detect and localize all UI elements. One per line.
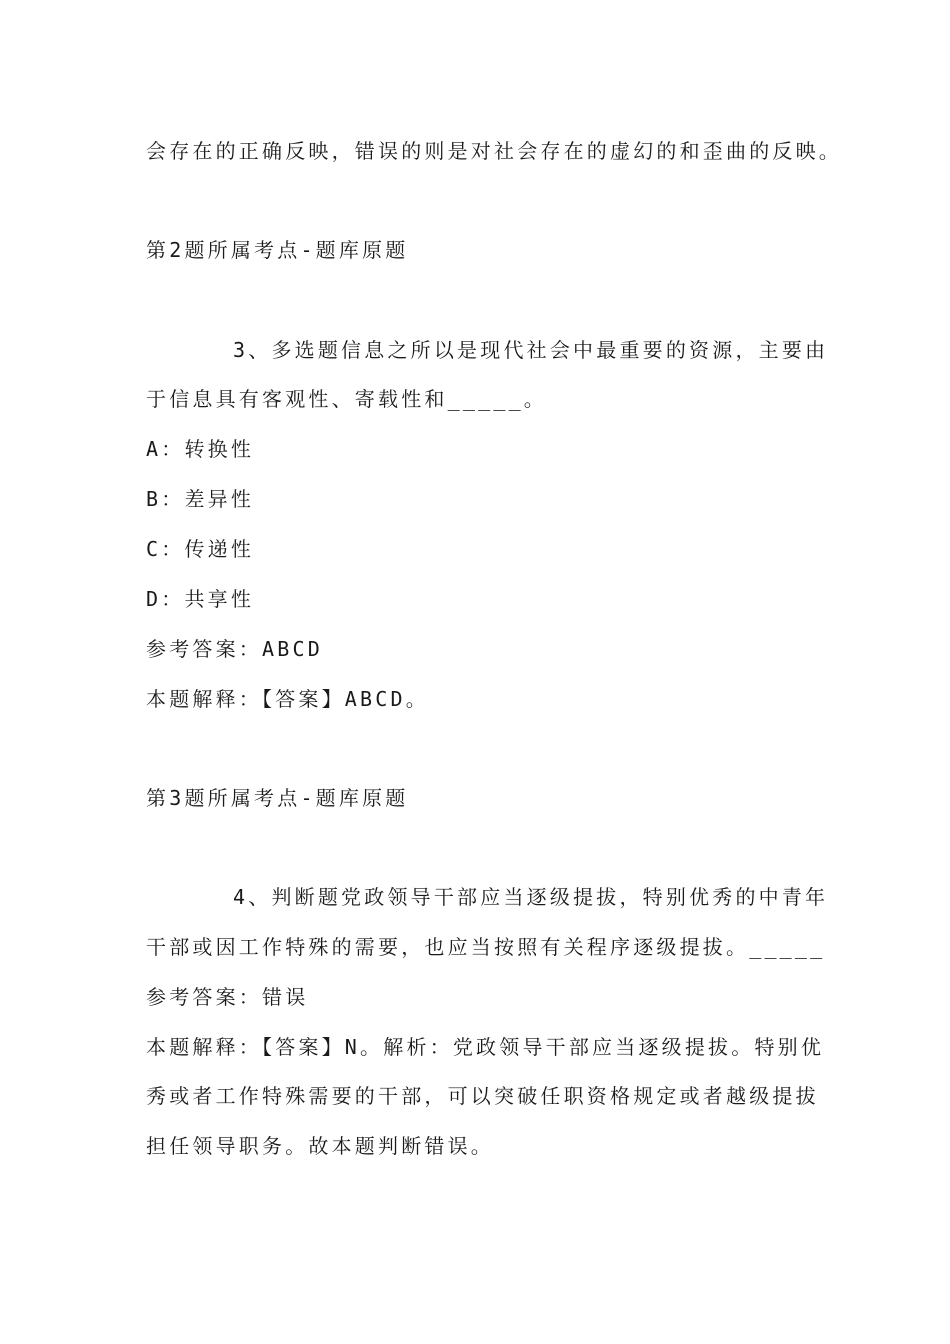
q3-answer: 参考答案：ABCD xyxy=(146,637,323,661)
q3-option-b: B：差异性 xyxy=(146,487,255,511)
q4-explanation-line3: 担任领导职务。故本题判断错误。 xyxy=(146,1134,494,1158)
q3-option-d: D：共享性 xyxy=(146,587,255,611)
q3-option-a: A：转换性 xyxy=(146,437,255,461)
q3-stem-line1: 3、多选题信息之所以是现代社会中最重要的资源，主要由 xyxy=(233,338,829,362)
q4-explanation-line2: 秀或者工作特殊需要的干部，可以突破任职资格规定或者越级提拔 xyxy=(146,1084,819,1108)
intro-tail-text: 会存在的正确反映，错误的则是对社会存在的虚幻的和歪曲的反映。 xyxy=(146,139,842,163)
q3-explanation: 本题解释：【答案】ABCD。 xyxy=(146,687,429,711)
q4-stem-line2: 干部或因工作特殊的需要，也应当按照有关程序逐级提拔。_____ xyxy=(146,935,826,959)
q2-topic-heading: 第2题所属考点-题库原题 xyxy=(146,238,409,262)
q3-topic-heading: 第3题所属考点-题库原题 xyxy=(146,786,409,810)
q3-option-c: C：传递性 xyxy=(146,537,255,561)
q3-stem-line2: 于信息具有客观性、寄载性和_____。 xyxy=(146,387,548,411)
q4-stem-line1: 4、判断题党政领导干部应当逐级提拔，特别优秀的中青年 xyxy=(233,885,829,909)
q4-explanation-line1: 本题解释：【答案】N。解析：党政领导干部应当逐级提拔。特别优 xyxy=(146,1035,825,1059)
q4-answer: 参考答案：错误 xyxy=(146,985,309,1009)
